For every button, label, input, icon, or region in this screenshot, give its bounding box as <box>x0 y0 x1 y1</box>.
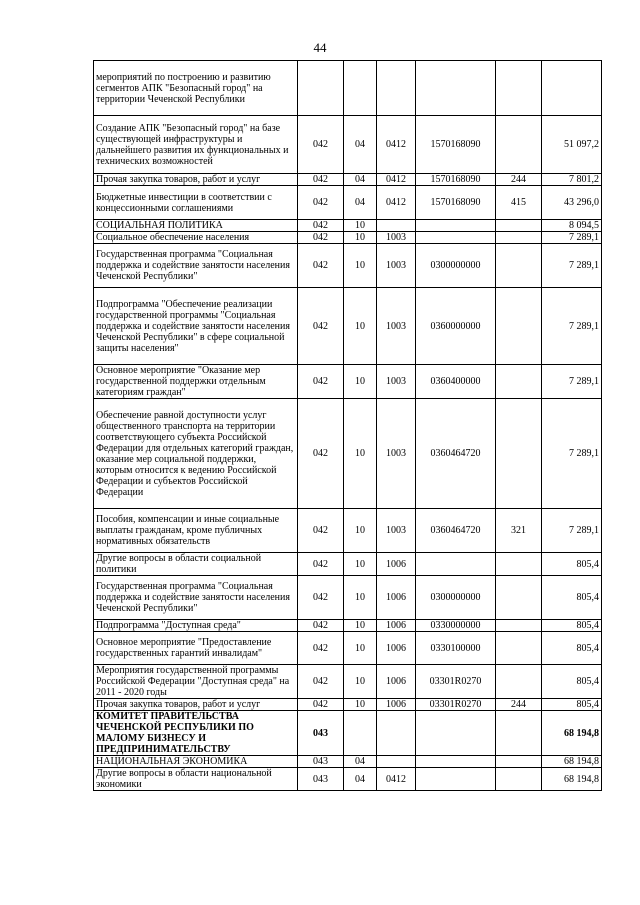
table-row <box>94 553 602 576</box>
page-number: 44 <box>313 40 327 55</box>
cell-ved: 042 <box>298 220 344 232</box>
table-row <box>94 186 602 220</box>
table-row <box>94 61 602 116</box>
cell-ved: 042 <box>298 699 344 711</box>
cell-vr <box>496 220 542 232</box>
cell-sum: 68 194,8 <box>542 768 602 791</box>
cell-rz: 10 <box>344 220 377 232</box>
cell-rz: 04 <box>344 174 377 186</box>
cell-vr: 415 <box>496 186 542 220</box>
cell-name: Пособия, компенсации и иные социальные выплаты гражданам, кроме публичных нормативных обязательств <box>94 509 298 553</box>
cell-rz <box>344 711 377 756</box>
cell-pr: 1006 <box>377 632 416 665</box>
cell-name: Бюджетные инвестиции в соответствии с концессионными соглашениями <box>94 186 298 220</box>
cell-rz: 10 <box>344 632 377 665</box>
cell-name: мероприятий по построению и развитию сегментов АПК "Безопасный город" на территории Чеченской Республики <box>94 61 298 116</box>
cell-ved: 042 <box>298 620 344 632</box>
cell-name: Государственная программа "Социальная поддержка и содействие занятости населения Чеченской Республики" <box>94 244 298 288</box>
cell-rz: 04 <box>344 116 377 174</box>
cell-ved: 043 <box>298 768 344 791</box>
cell-pr <box>377 756 416 768</box>
cell-pr <box>377 711 416 756</box>
table-row <box>94 232 602 244</box>
cell-csr <box>416 756 496 768</box>
cell-ved: 042 <box>298 365 344 399</box>
cell-vr <box>496 711 542 756</box>
cell-ved: 042 <box>298 665 344 699</box>
cell-vr <box>496 576 542 620</box>
cell-pr <box>377 220 416 232</box>
cell-vr <box>496 553 542 576</box>
cell-name: Другие вопросы в области национальной экономики <box>94 768 298 791</box>
cell-vr <box>496 665 542 699</box>
cell-ved: 042 <box>298 509 344 553</box>
cell-vr <box>496 365 542 399</box>
cell-csr <box>416 232 496 244</box>
cell-vr: 244 <box>496 174 542 186</box>
cell-pr: 0412 <box>377 174 416 186</box>
cell-sum: 7 289,1 <box>542 399 602 509</box>
cell-vr: 321 <box>496 509 542 553</box>
cell-sum: 7 289,1 <box>542 288 602 365</box>
cell-rz: 10 <box>344 232 377 244</box>
cell-name: Подпрограмма "Доступная среда" <box>94 620 298 632</box>
cell-ved: 042 <box>298 632 344 665</box>
cell-csr: 03301R0270 <box>416 665 496 699</box>
table-row <box>94 220 602 232</box>
cell-name: КОМИТЕТ ПРАВИТЕЛЬСТВА ЧЕЧЕНСКОЙ РЕСПУБЛИКИ ПО МАЛОМУ БИЗНЕСУ И ПРЕДПРИНИМАТЕЛЬСТВУ <box>94 711 298 756</box>
cell-csr: 0330100000 <box>416 632 496 665</box>
cell-rz: 10 <box>344 244 377 288</box>
table-row <box>94 768 602 791</box>
cell-vr <box>496 232 542 244</box>
cell-sum <box>542 61 602 116</box>
cell-ved <box>298 61 344 116</box>
cell-csr: 0360464720 <box>416 509 496 553</box>
cell-ved: 042 <box>298 399 344 509</box>
cell-csr: 1570168090 <box>416 174 496 186</box>
cell-csr <box>416 768 496 791</box>
cell-csr: 0330000000 <box>416 620 496 632</box>
cell-sum: 51 097,2 <box>542 116 602 174</box>
cell-pr: 1003 <box>377 288 416 365</box>
table-row <box>94 174 602 186</box>
cell-sum: 68 194,8 <box>542 756 602 768</box>
cell-csr: 0300000000 <box>416 576 496 620</box>
cell-rz: 10 <box>344 365 377 399</box>
table-row <box>94 576 602 620</box>
table-row <box>94 699 602 711</box>
cell-sum: 43 296,0 <box>542 186 602 220</box>
cell-sum: 805,4 <box>542 553 602 576</box>
cell-sum: 805,4 <box>542 632 602 665</box>
cell-sum: 805,4 <box>542 620 602 632</box>
cell-pr: 1006 <box>377 620 416 632</box>
cell-csr <box>416 220 496 232</box>
table-row <box>94 509 602 553</box>
cell-rz: 10 <box>344 699 377 711</box>
cell-name: Государственная программа "Социальная поддержка и содействие занятости населения Чеченской Республики" <box>94 576 298 620</box>
table-row <box>94 711 602 756</box>
cell-pr <box>377 61 416 116</box>
cell-name: Обеспечение равной доступности услуг общественного транспорта на территории соответствующего субъекта Российской Федерации для отдельных категорий граждан, оказание мер социальной поддержки, которым относится к ведению Российской Федерации и субъектов Российской Федерации <box>94 399 298 509</box>
cell-csr <box>416 711 496 756</box>
cell-vr <box>496 399 542 509</box>
cell-rz <box>344 61 377 116</box>
cell-sum: 7 289,1 <box>542 509 602 553</box>
cell-name: НАЦИОНАЛЬНАЯ ЭКОНОМИКА <box>94 756 298 768</box>
cell-sum: 8 094,5 <box>542 220 602 232</box>
table-row <box>94 399 602 509</box>
cell-sum: 68 194,8 <box>542 711 602 756</box>
cell-ved: 042 <box>298 116 344 174</box>
cell-sum: 805,4 <box>542 576 602 620</box>
cell-ved: 042 <box>298 232 344 244</box>
cell-csr: 03301R0270 <box>416 699 496 711</box>
cell-rz: 04 <box>344 756 377 768</box>
cell-csr: 0360400000 <box>416 365 496 399</box>
cell-pr: 1003 <box>377 509 416 553</box>
cell-sum: 7 289,1 <box>542 232 602 244</box>
table-row <box>94 620 602 632</box>
cell-pr: 1006 <box>377 665 416 699</box>
cell-csr: 1570168090 <box>416 116 496 174</box>
cell-name: Мероприятия государственной программы Российской Федерации "Доступная среда" на 2011 - 2020 годы <box>94 665 298 699</box>
cell-rz: 04 <box>344 186 377 220</box>
cell-name: Другие вопросы в области социальной политики <box>94 553 298 576</box>
table-row <box>94 632 602 665</box>
cell-sum: 7 801,2 <box>542 174 602 186</box>
cell-name: Подпрограмма "Обеспечение реализации государственной программы "Социальная поддержка и содействие занятости населения Чеченской Республики" в сфере социальной защиты населения" <box>94 288 298 365</box>
cell-name: Социальное обеспечение населения <box>94 232 298 244</box>
cell-vr <box>496 244 542 288</box>
cell-csr: 0300000000 <box>416 244 496 288</box>
table-row <box>94 244 602 288</box>
cell-vr: 244 <box>496 699 542 711</box>
cell-name: Прочая закупка товаров, работ и услуг <box>94 174 298 186</box>
cell-pr: 1006 <box>377 699 416 711</box>
cell-pr: 1003 <box>377 399 416 509</box>
cell-name: СОЦИАЛЬНАЯ ПОЛИТИКА <box>94 220 298 232</box>
cell-rz: 10 <box>344 288 377 365</box>
cell-csr <box>416 553 496 576</box>
cell-vr <box>496 756 542 768</box>
cell-rz: 04 <box>344 768 377 791</box>
cell-ved: 042 <box>298 174 344 186</box>
cell-vr <box>496 116 542 174</box>
cell-rz: 10 <box>344 509 377 553</box>
cell-pr: 1003 <box>377 232 416 244</box>
cell-csr <box>416 61 496 116</box>
cell-sum: 7 289,1 <box>542 244 602 288</box>
cell-vr <box>496 61 542 116</box>
cell-rz: 10 <box>344 665 377 699</box>
cell-name: Основное мероприятие "Оказание мер государственной поддержки отдельным категориям граждан" <box>94 365 298 399</box>
cell-ved: 042 <box>298 553 344 576</box>
cell-pr: 0412 <box>377 186 416 220</box>
cell-ved: 042 <box>298 288 344 365</box>
budget-table <box>93 60 602 791</box>
cell-name: Создание АПК "Безопасный город" на базе существующей инфраструктуры и дальнейшего развития их функциональных и технических возможностей <box>94 116 298 174</box>
cell-name: Основное мероприятие "Предоставление государственных гарантий инвалидам" <box>94 632 298 665</box>
cell-sum: 7 289,1 <box>542 365 602 399</box>
cell-sum: 805,4 <box>542 699 602 711</box>
cell-rz: 10 <box>344 553 377 576</box>
table-row <box>94 756 602 768</box>
cell-pr: 1006 <box>377 576 416 620</box>
cell-pr: 1006 <box>377 553 416 576</box>
cell-ved: 042 <box>298 576 344 620</box>
table-row <box>94 365 602 399</box>
table-row <box>94 288 602 365</box>
cell-vr <box>496 632 542 665</box>
cell-ved: 042 <box>298 186 344 220</box>
cell-ved: 043 <box>298 711 344 756</box>
cell-ved: 042 <box>298 244 344 288</box>
cell-csr: 1570168090 <box>416 186 496 220</box>
cell-csr: 0360000000 <box>416 288 496 365</box>
table-row <box>94 665 602 699</box>
cell-vr <box>496 288 542 365</box>
cell-csr: 0360464720 <box>416 399 496 509</box>
cell-ved: 043 <box>298 756 344 768</box>
cell-pr: 1003 <box>377 365 416 399</box>
cell-rz: 10 <box>344 399 377 509</box>
cell-pr: 0412 <box>377 116 416 174</box>
cell-rz: 10 <box>344 620 377 632</box>
table-row <box>94 116 602 174</box>
cell-pr: 0412 <box>377 768 416 791</box>
cell-name: Прочая закупка товаров, работ и услуг <box>94 699 298 711</box>
cell-vr <box>496 620 542 632</box>
cell-pr: 1003 <box>377 244 416 288</box>
cell-sum: 805,4 <box>542 665 602 699</box>
cell-rz: 10 <box>344 576 377 620</box>
cell-vr <box>496 768 542 791</box>
